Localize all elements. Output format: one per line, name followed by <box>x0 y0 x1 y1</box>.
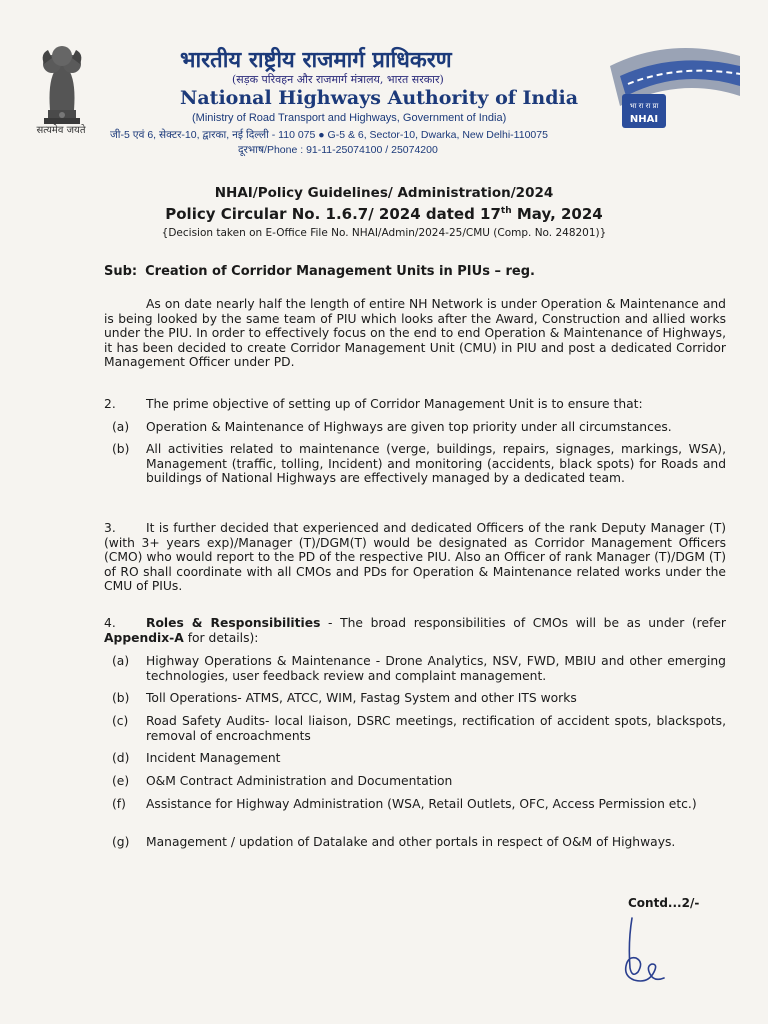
list-item: Toll Operations- ATMS, ATCC, WIM, Fastag System and other ITS works <box>146 691 577 705</box>
list-item: Management / updation of Datalake and other portals in respect of O&M of Highways. <box>146 835 676 849</box>
list-item-label: (f) <box>112 797 126 811</box>
list-item-label: (g) <box>112 835 130 849</box>
office-phone: दूरभाष/Phone : 91-11-25074100 / 25074200 <box>238 144 438 156</box>
list-item-label: (b) <box>112 442 130 456</box>
nhai-logo-icon <box>600 36 750 136</box>
list-item: Incident Management <box>146 751 281 765</box>
list-item-label: (a) <box>112 654 130 668</box>
ministry-name-hindi: (सड़क परिवहन और राजमार्ग मंत्रालय, भारत सरकार) <box>232 73 444 86</box>
organization-name-hindi: भारतीय राष्ट्रीय राजमार्ग प्राधिकरण <box>180 47 452 73</box>
list-item: Highway Operations & Maintenance - Drone Analytics, NSV, FWD, MBIU and other emerging technologies, user feedback review and complaint management. <box>146 654 726 683</box>
paragraph-3: 3. It is further decided that experienced and dedicated Officers of the rank Deputy Manager (T) (with 3+ years exp)/Manager (T)/DGM(T) would be designated as Corridor Management Officers (CMO) who would report to the PD of the respective PIU. Also an Officer of rank Manager (T)/DGM (T) of RO shall coordinate with all CMOs and PDs for Operation & Maintenance related works under the CMU of PIUs. <box>104 521 726 593</box>
office-address: जी-5 एवं 6, सेक्टर-10, द्वारका, नई दिल्ली - 110 075 ● G-5 & 6, Sector-10, Dwarka, New Delhi-110075 <box>110 129 548 141</box>
list-item-label: (e) <box>112 774 130 788</box>
continued-marker: Contd...2/- <box>628 896 700 910</box>
list-item-label: (d) <box>112 751 130 765</box>
nhai-logo-hindi: भा रा रा प्रा <box>629 102 659 110</box>
list-item-label: (b) <box>112 691 130 705</box>
list-item: Road Safety Audits- local liaison, DSRC meetings, rectification of accident spots, blackspots, removal of encroachments <box>146 714 726 743</box>
ministry-name-english: (Ministry of Road Transport and Highways, Government of India) <box>192 112 507 124</box>
paragraph-1: As on date nearly half the length of entire NH Network is under Operation & Maintenance and is being looked by the same team of PIU which looks after the Award, Construction and allied works under the PIU. In order to effectively focus on the end to end Operation & Maintenance of Highways, it has been decided to create Corridor Management Unit (CMU) in PIU and post a dedicated Corridor Management Officer under PD. <box>104 297 726 369</box>
emblem-motto: सत्यमेव जयते <box>36 125 86 136</box>
paragraph-4: 4. Roles & Responsibilities - The broad responsibilities of CMOs will be as under (refer Appendix-A for details): <box>104 616 726 645</box>
circular-number: Policy Circular No. 1.6.7/ 2024 dated 17th May, 2024 <box>165 205 603 223</box>
paragraph-2-number: 2. <box>104 397 116 411</box>
nhai-logo-text: NHAI <box>629 114 659 125</box>
list-item: O&M Contract Administration and Documentation <box>146 774 453 788</box>
subject-line: Sub: Creation of Corridor Management Units in PIUs – reg. <box>104 264 535 279</box>
list-item: Operation & Maintenance of Highways are given top priority under all circumstances. <box>146 420 672 434</box>
list-item-label: (c) <box>112 714 129 728</box>
handwritten-signature <box>614 912 674 986</box>
paragraph-2: The prime objective of setting up of Corridor Management Unit is to ensure that: <box>146 397 643 411</box>
e-office-file-reference: {Decision taken on E-Office File No. NHAI/Admin/2024-25/CMU (Comp. No. 248201)} <box>161 227 607 239</box>
list-item: Assistance for Highway Administration (WSA, Retail Outlets, OFC, Access Permission etc.) <box>146 797 697 811</box>
circular-reference: NHAI/Policy Guidelines/ Administration/2024 <box>214 185 554 201</box>
organization-name-english: National Highways Authority of India <box>180 87 579 109</box>
list-item-label: (a) <box>112 420 130 434</box>
list-item: All activities related to maintenance (verge, buildings, repairs, signages, markings, WSA), Management (traffic, tolling, Incident) and monitoring (accidents, black spots) for Roads and buildings of National Highways are effectively managed by a dedicated team. <box>146 442 726 485</box>
